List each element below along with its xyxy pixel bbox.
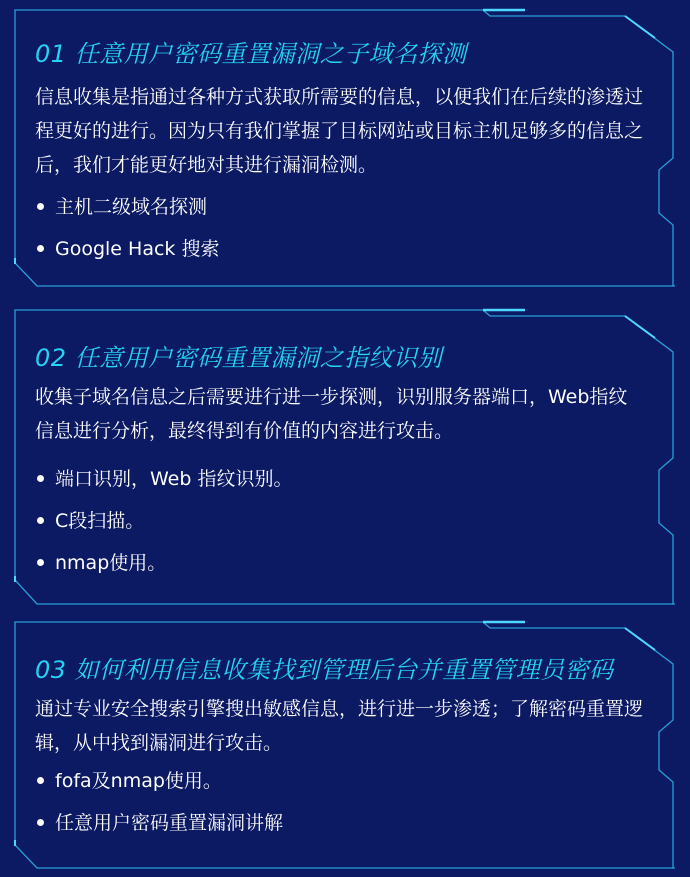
card-description-1: 信息收集是指通过各种方式获取所需要的信息，以便我们在后续的渗透过程更好的进行。因为只有我们掌握了目标网站或目标主机足够多的信息之后，我们才能更好地对其进行漏洞检测。 [35, 86, 644, 176]
list-item: nmap使用。 [35, 542, 292, 584]
bullet-list-2 [35, 458, 292, 584]
bullet-dot-icon [37, 203, 44, 210]
section-card-1 [15, 8, 675, 286]
list-item: 主机二级域名探测 [35, 186, 219, 228]
section-card-3 [15, 620, 675, 868]
list-item: C段扫描。 [35, 500, 292, 542]
bullet-list-3 [35, 760, 283, 844]
list-item: Google Hack 搜索 [35, 228, 219, 270]
card-description-3: 通过专业安全搜索引擎搜出敏感信息，进行进一步渗透；了解密码重置逻辑，从中找到漏洞进行攻击。 [35, 698, 644, 754]
bullet-dot-icon [37, 777, 44, 784]
bullet-list-1 [35, 186, 219, 270]
list-item: fofa及nmap使用。 [35, 760, 283, 802]
list-item: 端口识别，Web 指纹识别。 [35, 458, 292, 500]
bullet-dot-icon [37, 475, 44, 482]
card-title-2: 02 任意用户密码重置漏洞之指纹识别 [35, 344, 443, 372]
card-title-1: 01 任意用户密码重置漏洞之子域名探测 [35, 40, 467, 68]
bullet-dot-icon [37, 819, 44, 826]
card-title-3: 03 如何利用信息收集找到管理后台并重置管理员密码 [35, 656, 614, 684]
section-card-2 [15, 308, 675, 604]
card-description-2: 收集子域名信息之后需要进行进一步探测，识别服务器端口，Web指纹信息进行分析，最终得到有价值的内容进行攻击。 [35, 386, 628, 442]
bullet-dot-icon [37, 559, 44, 566]
list-item: 任意用户密码重置漏洞讲解 [35, 802, 283, 844]
bullet-dot-icon [37, 517, 44, 524]
bullet-dot-icon [37, 245, 44, 252]
